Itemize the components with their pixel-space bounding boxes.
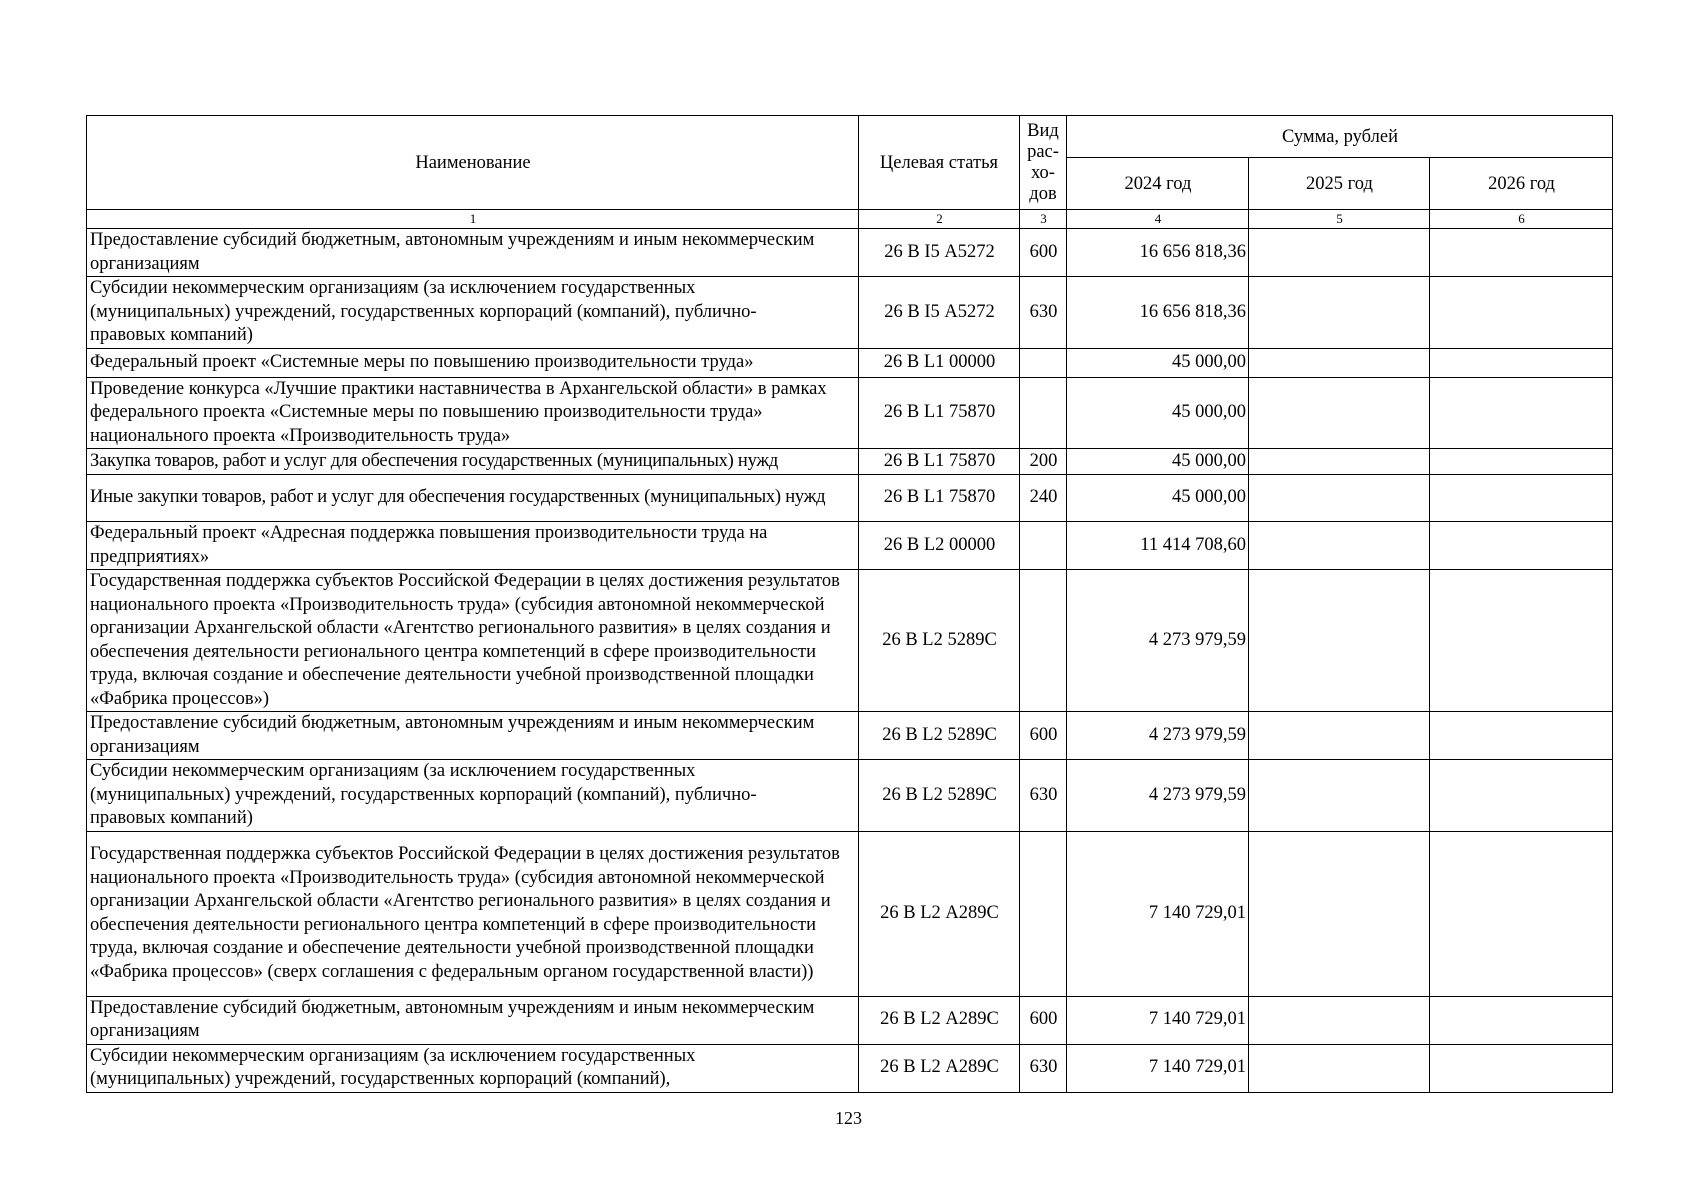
- row-sum-2025: [1249, 760, 1430, 832]
- table-row: [87, 229, 1613, 277]
- row-name: Иные закупки товаров, работ и услуг для обеспечения государственных (муниципальных) нужд: [87, 475, 859, 522]
- row-name: Субсидии некоммерческим организациям (за исключением государственных (муниципальных) учреждений, государственных корпораций (компаний), публично-правовых компаний): [87, 760, 859, 832]
- table-row: [87, 277, 1613, 349]
- row-sum-2026: [1430, 348, 1613, 377]
- row-sum-2025: [1249, 377, 1430, 449]
- header-year-2025: 2025 год: [1249, 158, 1430, 210]
- header-expense-type-line: Вид: [1027, 120, 1059, 141]
- row-sum-2026: [1430, 570, 1613, 712]
- row-sum-2024: 16 656 818,36: [1067, 277, 1249, 349]
- row-sum-2024: 11 414 708,60: [1067, 522, 1249, 570]
- header-expense-type-line: хо-: [1031, 162, 1055, 183]
- row-expense-type: 240: [1020, 475, 1067, 522]
- row-sum-2026: [1430, 522, 1613, 570]
- table-row: [87, 1044, 1613, 1092]
- row-name: Субсидии некоммерческим организациям (за исключением государственных (муниципальных) учреждений, государственных корпораций (компаний),: [87, 1044, 859, 1092]
- table-row: [87, 475, 1613, 522]
- header-year-2026: 2026 год: [1430, 158, 1613, 210]
- row-expense-type: 600: [1020, 712, 1067, 760]
- row-sum-2026: [1430, 377, 1613, 449]
- row-target-article: 26 В L2 5289С: [859, 712, 1020, 760]
- table-row: [87, 522, 1613, 570]
- table-row: [87, 348, 1613, 377]
- row-target-article: 26 В L1 75870: [859, 377, 1020, 449]
- header-target-article: Целевая статья: [859, 116, 1020, 210]
- row-sum-2026: [1430, 760, 1613, 832]
- row-sum-2024: 7 140 729,01: [1067, 996, 1249, 1044]
- row-expense-type: [1020, 348, 1067, 377]
- row-expense-type: 630: [1020, 277, 1067, 349]
- row-target-article: 26 В I5 А5272: [859, 229, 1020, 277]
- row-target-article: 26 В L2 5289С: [859, 570, 1020, 712]
- row-sum-2026: [1430, 996, 1613, 1044]
- row-name: Федеральный проект «Системные меры по повышению производительности труда»: [87, 348, 859, 377]
- row-sum-2024: 4 273 979,59: [1067, 570, 1249, 712]
- row-expense-type: 600: [1020, 996, 1067, 1044]
- row-target-article: 26 В L1 00000: [859, 348, 1020, 377]
- row-target-article: 26 В I5 А5272: [859, 277, 1020, 349]
- row-sum-2026: [1430, 449, 1613, 475]
- row-name: Государственная поддержка субъектов Российской Федерации в целях достижения результатов национального проекта «Производительность труда» (субсидия автономной некоммерческой организации Архангельской области «Агентство регионального развития» в целях создания и обеспечения деятельности регионального центра компетенций в сфере производительности труда, включая создание и обеспечение деятельности учебной производственной площадки «Фабрика процессов»): [87, 570, 859, 712]
- row-sum-2025: [1249, 831, 1430, 996]
- row-name: Предоставление субсидий бюджетным, автономным учреждениям и иным некоммерческим организациям: [87, 229, 859, 277]
- header-name: Наименование: [87, 116, 859, 210]
- row-sum-2026: [1430, 277, 1613, 349]
- row-name: Субсидии некоммерческим организациям (за исключением государственных (муниципальных) учреждений, государственных корпораций (компаний), публично-правовых компаний): [87, 277, 859, 349]
- header-expense-type-line: дов: [1029, 183, 1057, 204]
- column-number: 2: [859, 210, 1020, 229]
- row-sum-2024: 7 140 729,01: [1067, 831, 1249, 996]
- row-sum-2024: 45 000,00: [1067, 377, 1249, 449]
- row-target-article: 26 В L2 А289С: [859, 996, 1020, 1044]
- row-sum-2024: 45 000,00: [1067, 475, 1249, 522]
- row-sum-2024: 16 656 818,36: [1067, 229, 1249, 277]
- row-name: Проведение конкурса «Лучшие практики наставничества в Архангельской области» в рамках федерального проекта «Системные меры по повышению производительности труда» национального проекта «Производительность труда»: [87, 377, 859, 449]
- row-expense-type: [1020, 831, 1067, 996]
- row-sum-2025: [1249, 449, 1430, 475]
- column-number: 3: [1020, 210, 1067, 229]
- column-numbers-row: [87, 210, 1613, 229]
- table-row: [87, 449, 1613, 475]
- row-name: Закупка товаров, работ и услуг для обеспечения государственных (муниципальных) нужд: [87, 449, 859, 475]
- row-sum-2024: 4 273 979,59: [1067, 712, 1249, 760]
- row-name: Предоставление субсидий бюджетным, автономным учреждениям и иным некоммерческим организациям: [87, 996, 859, 1044]
- row-expense-type: [1020, 570, 1067, 712]
- row-sum-2025: [1249, 475, 1430, 522]
- row-expense-type: 600: [1020, 229, 1067, 277]
- row-name: Предоставление субсидий бюджетным, автономным учреждениям и иным некоммерческим организациям: [87, 712, 859, 760]
- table-header: [87, 116, 1613, 229]
- table-body: [87, 229, 1613, 1093]
- column-number: 5: [1249, 210, 1430, 229]
- row-sum-2024: 7 140 729,01: [1067, 1044, 1249, 1092]
- row-name: Государственная поддержка субъектов Российской Федерации в целях достижения результатов национального проекта «Производительность труда» (субсидия автономной некоммерческой организации Архангельской области «Агентство регионального развития» в целях создания и обеспечения деятельности регионального центра компетенций в сфере производительности труда, включая создание и обеспечение деятельности учебной производственной площадки «Фабрика процессов» (сверх соглашения с федеральным органом государственной власти)): [87, 831, 859, 996]
- table-row: [87, 831, 1613, 996]
- header-expense-type-line: рас-: [1027, 141, 1059, 162]
- row-expense-type: 630: [1020, 760, 1067, 832]
- row-sum-2024: 45 000,00: [1067, 449, 1249, 475]
- table-row: [87, 996, 1613, 1044]
- row-sum-2025: [1249, 1044, 1430, 1092]
- table-row: [87, 570, 1613, 712]
- page-number: 123: [835, 1108, 862, 1128]
- row-sum-2025: [1249, 229, 1430, 277]
- row-sum-2025: [1249, 570, 1430, 712]
- row-target-article: 26 В L2 А289С: [859, 1044, 1020, 1092]
- row-target-article: 26 В L1 75870: [859, 449, 1020, 475]
- row-sum-2026: [1430, 831, 1613, 996]
- header-year-2024: 2024 год: [1067, 158, 1249, 210]
- column-number: 6: [1430, 210, 1613, 229]
- row-sum-2025: [1249, 277, 1430, 349]
- row-expense-type: [1020, 377, 1067, 449]
- row-expense-type: 200: [1020, 449, 1067, 475]
- row-sum-2026: [1430, 475, 1613, 522]
- row-sum-2025: [1249, 712, 1430, 760]
- header-sum: Сумма, рублей: [1067, 116, 1613, 158]
- row-sum-2026: [1430, 712, 1613, 760]
- table-row: [87, 712, 1613, 760]
- row-sum-2026: [1430, 1044, 1613, 1092]
- row-name: Федеральный проект «Адресная поддержка повышения производительности труда на предприятиях»: [87, 522, 859, 570]
- table-row: [87, 377, 1613, 449]
- column-number: 4: [1067, 210, 1249, 229]
- row-sum-2024: 4 273 979,59: [1067, 760, 1249, 832]
- table-row: [87, 760, 1613, 832]
- row-expense-type: 630: [1020, 1044, 1067, 1092]
- row-expense-type: [1020, 522, 1067, 570]
- header-expense-type: [1020, 116, 1067, 210]
- row-target-article: 26 В L1 75870: [859, 475, 1020, 522]
- row-sum-2024: 45 000,00: [1067, 348, 1249, 377]
- row-target-article: 26 В L2 5289С: [859, 760, 1020, 832]
- row-target-article: 26 В L2 00000: [859, 522, 1020, 570]
- row-sum-2025: [1249, 996, 1430, 1044]
- budget-table: [86, 115, 1613, 1093]
- column-number: 1: [87, 210, 859, 229]
- row-sum-2026: [1430, 229, 1613, 277]
- row-target-article: 26 В L2 А289С: [859, 831, 1020, 996]
- row-sum-2025: [1249, 348, 1430, 377]
- row-sum-2025: [1249, 522, 1430, 570]
